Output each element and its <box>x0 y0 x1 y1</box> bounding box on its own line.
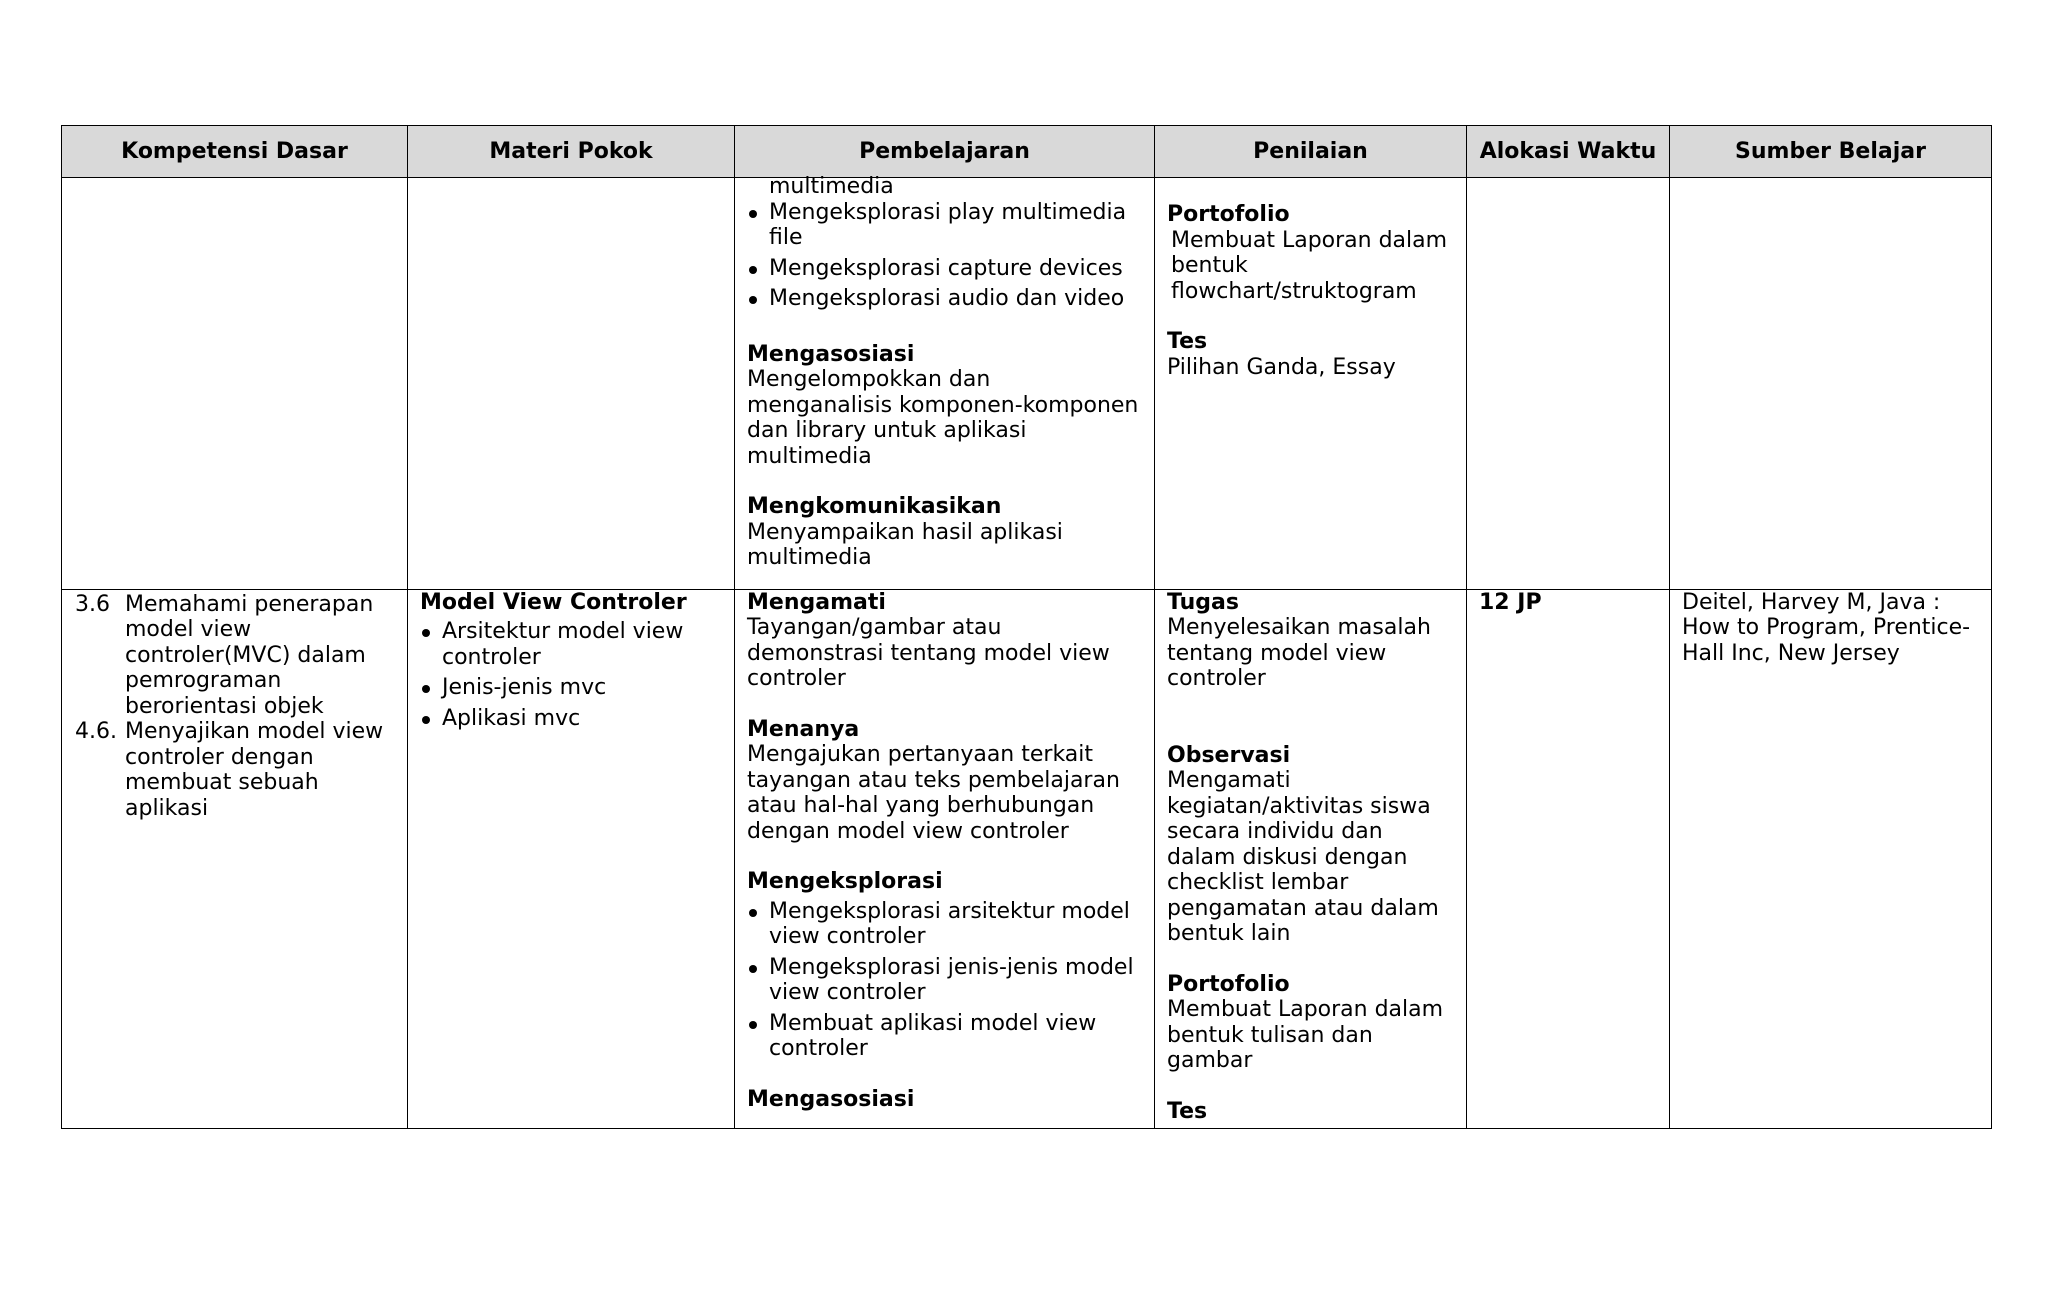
list-item: Membuat aplikasi model view controler <box>747 1011 1142 1062</box>
bullet-icon <box>749 266 757 274</box>
section-title: Menanya <box>747 716 860 742</box>
list-item: Mengeksplorasi capture devices <box>747 256 1142 282</box>
section-title: Observasi <box>1167 742 1291 768</box>
bullet-icon <box>422 716 430 724</box>
bullet-icon <box>749 210 757 218</box>
cell-alokasi-empty <box>1467 178 1670 590</box>
bullet-icon <box>749 909 757 917</box>
table-row <box>62 178 1992 590</box>
cell-penilaian <box>1155 178 1467 590</box>
header-row <box>62 126 1992 178</box>
kompetensi-text: Menyajikan model view controler dengan membuat sebuah aplikasi <box>125 719 384 821</box>
section-text: Membuat Laporan dalam bentuk flowchart/struktogram <box>1171 227 1448 304</box>
section-title: Mengamati <box>747 589 886 615</box>
section-text: Mengajukan pertanyaan terkait tayangan atau teks pembelajaran atau hal-hal yang berhubungan dengan model view controler <box>747 742 1120 844</box>
section-title: Portofolio <box>1167 202 1290 228</box>
continued-text: multimedia <box>769 174 894 200</box>
header-penilaian: Penilaian <box>1155 126 1467 178</box>
cell-pembelajaran <box>735 174 1155 590</box>
section-title: Portofolio <box>1167 971 1290 997</box>
section-text: Menyampaikan hasil aplikasi multimedia <box>747 519 1063 571</box>
section-text: Mengelompokkan dan menganalisis komponen-komponen dan library untuk aplikasi multimedia <box>747 367 1139 469</box>
bullet-icon <box>749 1021 757 1029</box>
kompetensi-number: 3.6 <box>75 591 110 617</box>
section-title: Mengkomunikasikan <box>747 494 1002 520</box>
list-item: Mengeksplorasi audio dan video <box>747 286 1142 312</box>
materi-list <box>420 619 722 731</box>
header-materi-pokok: Materi Pokok <box>408 126 735 178</box>
sumber-text: Deitel, Harvey M, Java : How to Program, Prentice-Hall Inc, New Jersey <box>1682 589 1971 666</box>
section-text: Mengamati kegiatan/aktivitas siswa secara individu dan dalam diskusi dengan checklist lembar pengamatan atau dalam bentuk lain <box>1167 768 1439 947</box>
cell-materi-empty <box>408 178 735 590</box>
list-item: Mengeksplorasi jenis-jenis model view controler <box>747 955 1142 1006</box>
section-title: Mengasosiasi <box>747 1086 915 1112</box>
list-item: Mengeksplorasi arsitektur model view controler <box>747 899 1142 950</box>
cell-pembelajaran <box>735 589 1155 1128</box>
list-item: Arsitektur model view controler <box>420 619 722 670</box>
section-text: Menyelesaikan masalah tentang model view controler <box>1167 615 1431 692</box>
cell-alokasi <box>1467 589 1670 1128</box>
section-title: Tes <box>1167 1098 1208 1124</box>
list-item: Mengeksplorasi play multimedia file <box>747 200 1142 251</box>
header-kompetensi-dasar: Kompetensi Dasar <box>62 126 408 178</box>
section-text: Pilihan Ganda, Essay <box>1167 354 1396 380</box>
materi-title: Model View Controler <box>420 589 687 615</box>
kompetensi-item <box>75 592 395 720</box>
list-item: Jenis-jenis mvc <box>420 675 722 701</box>
bullet-icon <box>749 965 757 973</box>
section-text: Membuat Laporan dalam bentuk tulisan dan gambar <box>1167 997 1444 1074</box>
section-title: Tugas <box>1167 589 1239 615</box>
kompetensi-number: 4.6. <box>75 719 117 745</box>
section-title: Tes <box>1167 329 1208 355</box>
header-alokasi-waktu: Alokasi Waktu <box>1467 126 1670 178</box>
list-item: Aplikasi mvc <box>420 706 722 732</box>
header-sumber-belajar: Sumber Belajar <box>1670 126 1992 178</box>
bullet-icon <box>422 629 430 637</box>
kompetensi-item <box>75 719 395 821</box>
section-title: Mengeksplorasi <box>747 869 943 895</box>
alokasi-value: 12 JP <box>1479 589 1542 615</box>
kompetensi-text: Memahami penerapan model view controler(MVC) dalam pemrograman berorientasi objek <box>125 591 374 719</box>
section-text: Tayangan/gambar atau demonstrasi tentang model view controler <box>747 615 1110 692</box>
cell-sumber <box>1670 589 1992 1128</box>
explore-list <box>747 200 1142 312</box>
bullet-icon <box>749 296 757 304</box>
header-pembelajaran: Pembelajaran <box>735 126 1155 178</box>
syllabus-table <box>61 125 1992 1129</box>
bullet-icon <box>422 685 430 693</box>
cell-materi <box>408 589 735 1128</box>
cell-sumber-empty <box>1670 178 1992 590</box>
explore-list <box>747 899 1142 1062</box>
cell-penilaian <box>1155 589 1467 1128</box>
table-row <box>62 589 1992 1128</box>
section-title: Mengasosiasi <box>747 341 915 367</box>
cell-kompetensi <box>62 589 408 1128</box>
cell-kompetensi-empty <box>62 178 408 590</box>
